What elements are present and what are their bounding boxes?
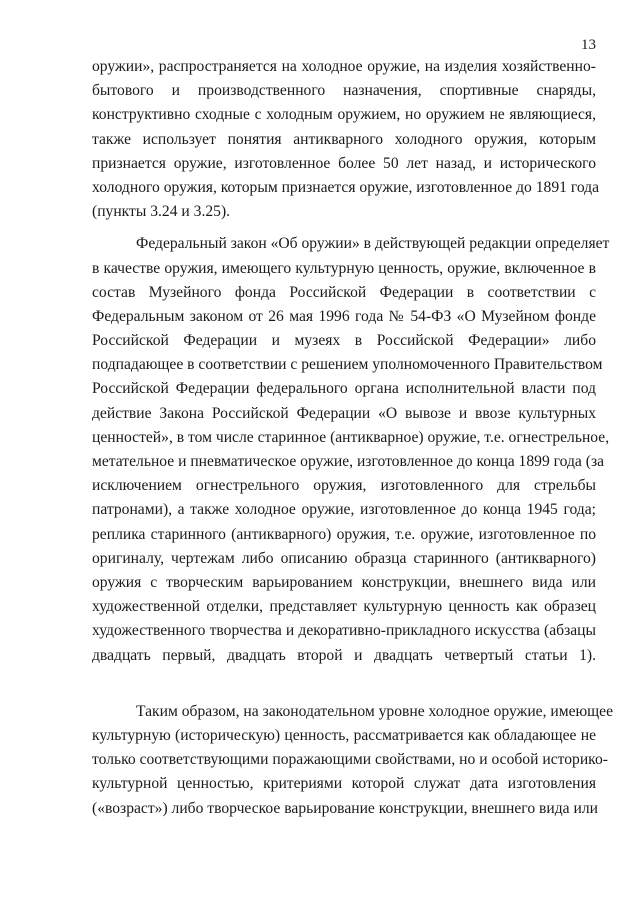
text-line: культурную (историческую) ценность, рассматривается как обладающее не (92, 727, 596, 745)
body-text (92, 55, 614, 821)
paragraph-spacing (92, 224, 596, 232)
paragraph-3 (92, 700, 614, 821)
paragraph-2 (92, 232, 610, 692)
paragraph-spacing (92, 692, 596, 700)
text-line: подпадающее в соответствии с решением уполномоченного Правительством (92, 356, 603, 374)
text-line: Российской Федерации и музеях в Российской Федерации» либо (92, 332, 596, 350)
text-line: оригиналу, чертежам либо описанию образца старинного (антикварного) (92, 549, 596, 567)
text-line: реплика старинного (антикварного) оружия, т.е. оружие, изготовленное по (92, 525, 596, 543)
text-line: конструктивно сходные с холодным оружием, но оружием не являющиеся, (92, 106, 596, 124)
text-line: художественного творчества и декоративно-прикладного искусства (абзацы (92, 622, 596, 640)
text-line: («возраст») либо творческое варьирование конструкции, внешнего вида или (92, 799, 598, 817)
text-line (92, 668, 596, 692)
text-line: признается оружие, изготовленное более 50 лет назад, и исторического (92, 154, 596, 172)
text-line: холодного оружия, которым признается оружие, изготовленное до 1891 года (92, 178, 600, 196)
text-line: только соответствующими поражающими свойствами, но и особой историко- (92, 751, 608, 769)
text-line: Таким образом, на законодательном уровне холодное оружие, имеющее (136, 702, 614, 720)
text-line: культурной ценностью, критериями которой служат дата изготовления (92, 775, 596, 793)
text-line: исключением огнестрельного оружия, изготовленного для стрельбы (92, 477, 596, 495)
page-number: 13 (581, 37, 596, 53)
text-line: действие Закона Российской Федерации «О вывозе и ввозе культурных (92, 404, 596, 422)
text-line: метательное и пневматическое оружие, изготовленное до конца 1899 года (за (92, 453, 605, 470)
text-line: бытового и производственного назначения, спортивные снаряды, (92, 82, 596, 100)
text-line: также использует понятия антикварного холодного оружия, которым (92, 130, 596, 148)
text-line: художественной отделки, представляет культурную ценность как образец (92, 598, 596, 616)
text-line: Федеральный закон «Об оружии» в действующей редакции определяет (136, 235, 610, 253)
text-line: двадцать первый, двадцать второй и двадцать четвертый статьи 1). (92, 646, 596, 664)
text-line: в качестве оружия, имеющего культурную ценность, оружие, включенное в (92, 259, 596, 277)
text-line: Федеральным законом от 26 мая 1996 года № 54-ФЗ «О Музейном фонде (92, 307, 596, 325)
text-line: ценностей», в том числе старинное (антикварное) оружие, т.е. огнестрельное, (92, 428, 610, 446)
text-line: патронами), а также холодное оружие, изготовленное до конца 1945 года; (92, 501, 596, 519)
text-line: оружии», распространяется на холодное оружие, на изделия хозяйственно- (92, 58, 596, 75)
paragraph-1 (92, 55, 600, 224)
text-line: оружия с творческим варьированием конструкции, внешнего вида или (92, 573, 596, 591)
text-line: Российской Федерации федерального органа исполнительной власти под (92, 380, 596, 398)
text-line: (пункты 3.24 и 3.25). (92, 203, 231, 221)
text-line: состав Музейного фонда Российской Федерации в соответствии с (92, 283, 596, 301)
